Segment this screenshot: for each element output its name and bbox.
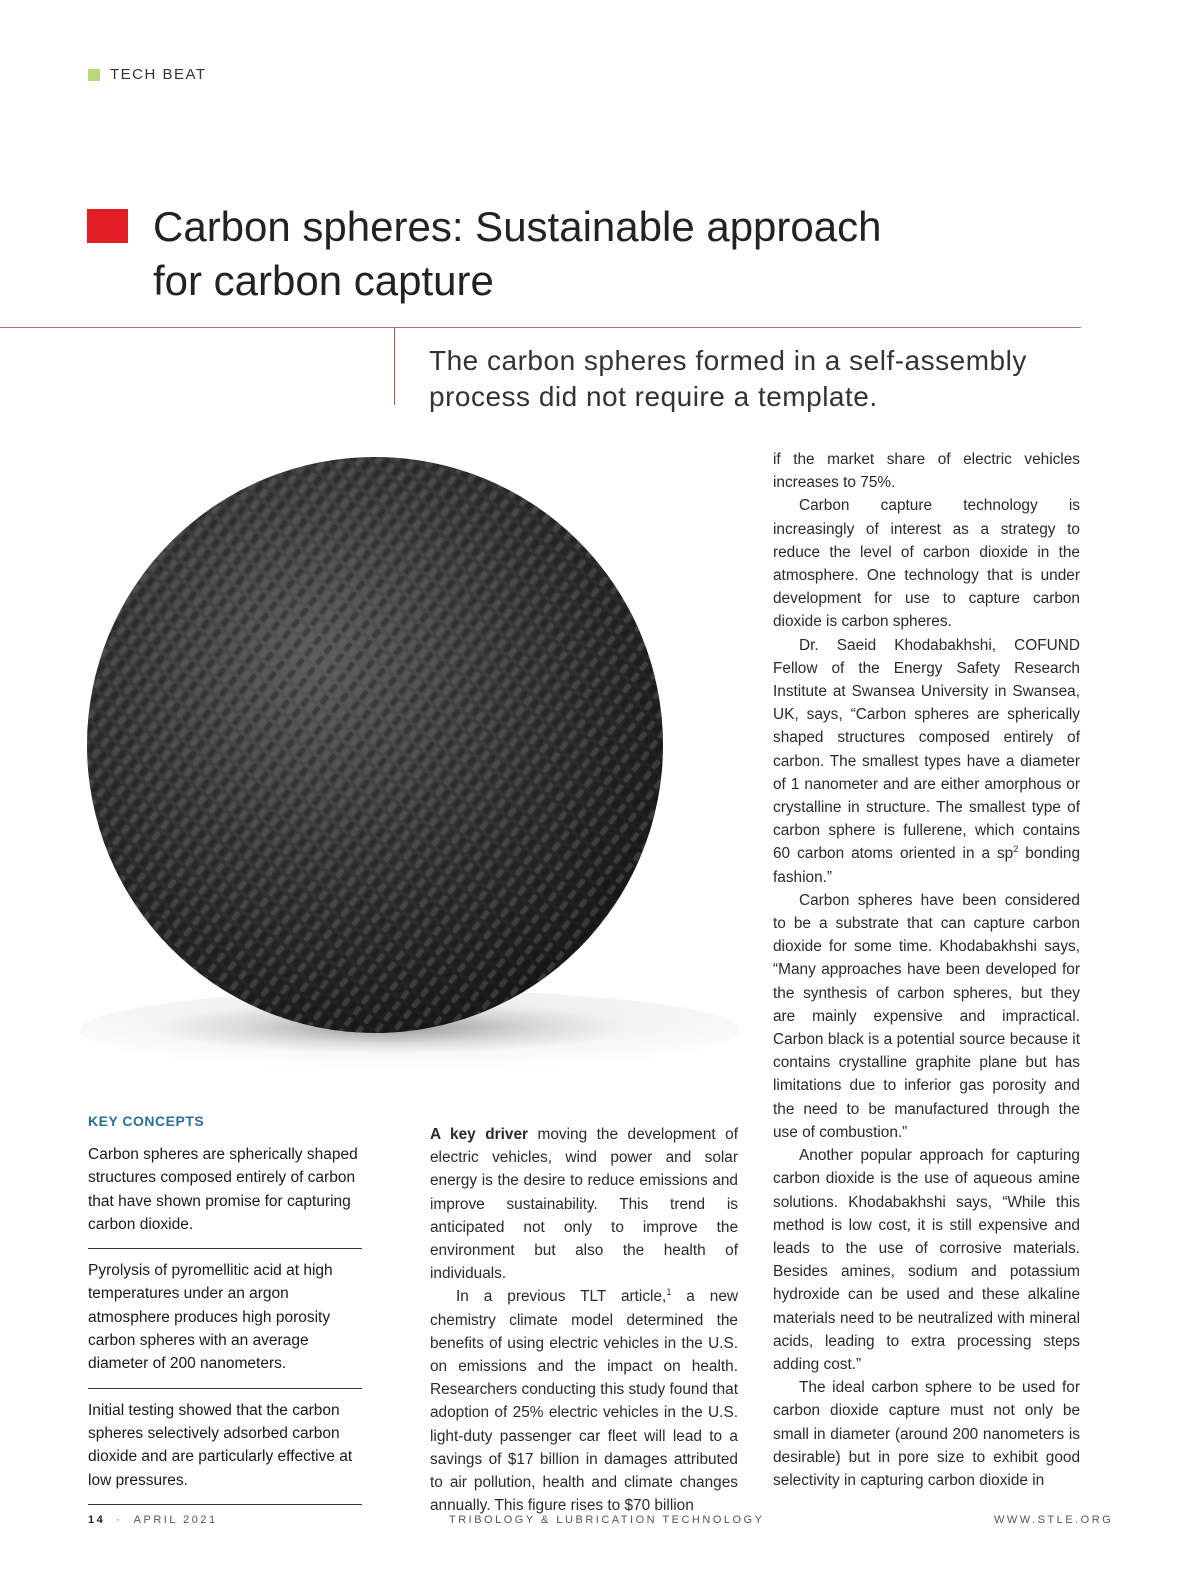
article-column-right (773, 448, 1080, 1492)
publication-name: TRIBOLOGY & LUBRICATION TECHNOLOGY (449, 1514, 765, 1526)
key-concept-item: Carbon spheres are spherically shaped structures composed entirely of carbon that have shown promise for capturing carbon dioxide. (88, 1143, 362, 1249)
paragraph (430, 1123, 738, 1285)
paragraph-text: bonding fashion.” (773, 845, 1080, 886)
footnote-ref: 1 (666, 1287, 672, 1298)
carbon-sphere-image (70, 440, 740, 1070)
paragraph (773, 634, 1080, 889)
article-headline (153, 200, 1053, 308)
section-square-icon (88, 69, 100, 81)
key-concepts-list (88, 1143, 362, 1515)
section-label: TECH BEAT (110, 66, 207, 83)
headline-line-2: for carbon capture (153, 257, 494, 304)
section-tag (88, 66, 207, 83)
lead-text: moving the development of electric vehicles, wind power and solar energy is the desire to reduce emissions and improve sustainability. This trend is anticipated not only to improve the environment but also the health of individuals. (430, 1126, 738, 1283)
deck-line-1: The carbon spheres formed in a self-assembly (429, 345, 1027, 376)
paragraph-text: a new chemistry climate model determined the benefits of using electric vehicles in the U.S. on emissions and the impact on health. Researchers conducting this study found that adoption of 25% electric vehicles in the U.S. light-duty passenger car fleet will lead to a savings of $17 billion in damages attributed to air pollution, health and climate changes annually. This figure rises to $70 billion (430, 1288, 738, 1515)
paragraph-text: In a previous TLT article, (456, 1288, 667, 1306)
footer-separator: · (116, 1514, 123, 1526)
article-column-middle (430, 1123, 738, 1517)
key-concept-item: Initial testing showed that the carbon spheres selectively adsorbed carbon dioxide and are particularly effective at low pressures. (88, 1399, 362, 1505)
headline-rule (0, 327, 1081, 328)
paragraph: if the market share of electric vehicles increases to 75%. (773, 451, 1080, 492)
key-concept-item: Pyrolysis of pyromellitic acid at high temperatures under an argon atmosphere produces high porosity carbon spheres with an average diameter of 200 nanometers. (88, 1259, 362, 1388)
page-number: 14 (88, 1514, 106, 1526)
website-link[interactable]: WWW.STLE.ORG (994, 1514, 1114, 1526)
issue-date: APRIL 2021 (133, 1514, 218, 1526)
footer-folio (88, 1514, 218, 1526)
key-concepts-heading: KEY CONCEPTS (88, 1113, 205, 1129)
deck-line-2: process did not require a template. (429, 381, 878, 412)
deck-rule (394, 327, 395, 405)
paragraph (430, 1285, 738, 1517)
paragraph: The ideal carbon sphere to be used for carbon dioxide capture must not only be small in diameter (around 200 nanometers is desirable) but in pore size to exhibit good selectivity in capturing carbon dioxide in (773, 1379, 1080, 1489)
lead-in: A key driver (430, 1126, 529, 1143)
paragraph-text: Dr. Saeid Khodabakhshi, COFUND Fellow of the Energy Safety Research Institute at Swansea University in Swansea, UK, says, “Carbon spheres are spherically shaped structures composed entirely of carbon. The smallest types have a diameter of 1 nanometer and are either amorphous or crystalline in structure. The smallest type of carbon sphere is fullerene, which contains 60 carbon atoms oriented in a sp (773, 636, 1080, 863)
paragraph: Another popular approach for capturing carbon dioxide is the use of aqueous amine solutions. Khodabakhshi says, “While this method is low cost, it is still expensive and leads to the use of corrosive materials. Besides amines, sodium and potassium hydroxide can be used and these alkaline materials need to be neutralized with mineral acids, leading to extra processing steps adding cost.” (773, 1147, 1080, 1373)
paragraph: Carbon spheres have been considered to be a substrate that can capture carbon dioxide for some time. Khodabakhshi says, “Many approaches have been developed for the synthesis of carbon spheres, but they are mainly expensive and impractical. Carbon black is a potential source because it contains crystalline graphite plane but has limitations due to inferior gas porosity and the need to be manufactured through the use of combustion.” (773, 891, 1080, 1141)
article-deck (429, 343, 1079, 415)
superscript: 2 (1013, 844, 1019, 855)
headline-square-icon (87, 209, 128, 243)
headline-line-1: Carbon spheres: Sustainable approach (153, 203, 882, 250)
paragraph: Carbon capture technology is increasingly of interest as a strategy to reduce the level of carbon dioxide in the atmosphere. One technology that is under development for use to capture carbon dioxide is carbon spheres. (773, 497, 1080, 631)
